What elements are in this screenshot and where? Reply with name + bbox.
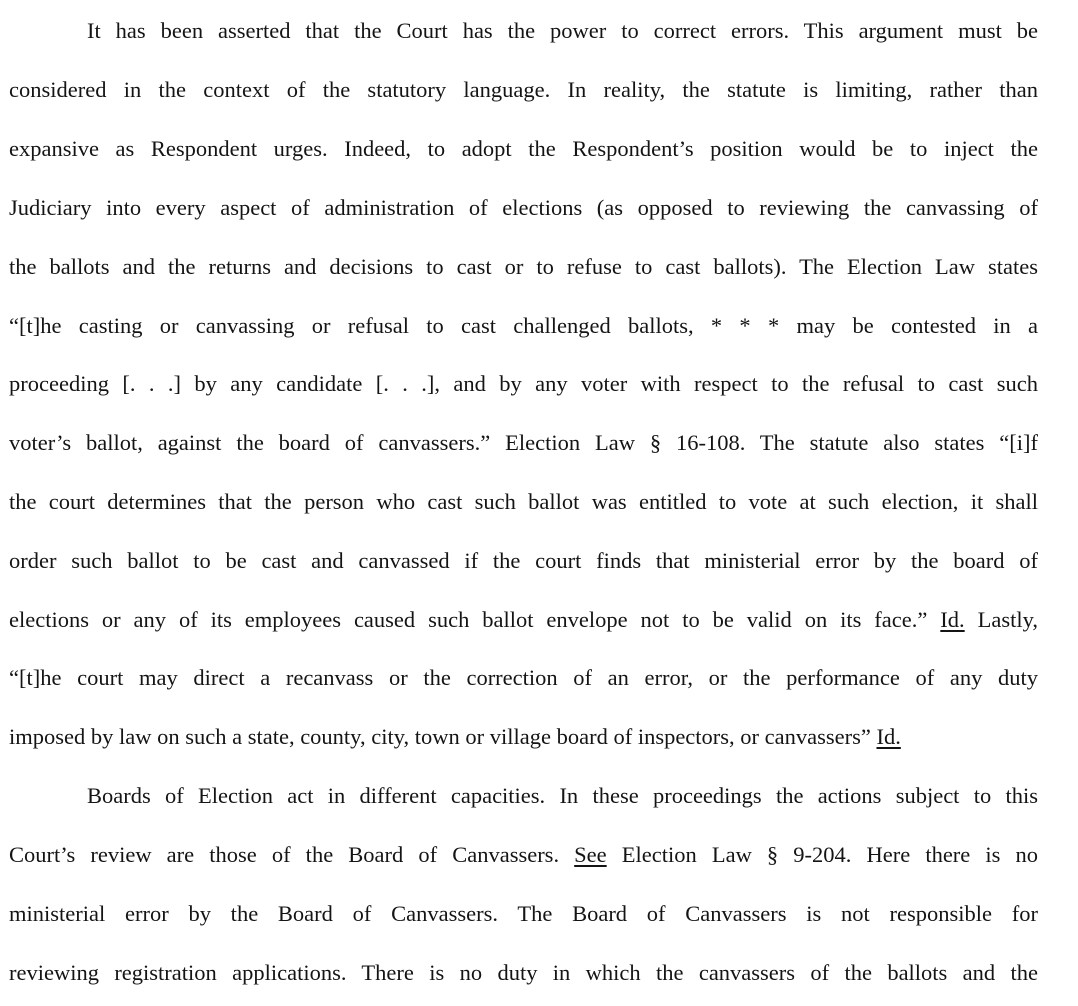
text-segment: “[t]he court may direct a recanvass or the correction of an error, or the performance of any duty	[9, 665, 1038, 690]
text-line	[9, 953, 1038, 993]
text-line	[87, 776, 1038, 816]
text-line	[9, 129, 1038, 169]
text-segment: expansive as Respondent urges. Indeed, to adopt the Respondent’s position would be to inject the	[9, 136, 1038, 161]
text-segment: voter’s ballot, against the board of canvassers.” Election Law § 16-108. The statute also states “[i]f	[9, 430, 1038, 455]
text-line	[9, 658, 1038, 698]
text-segment: “[t]he casting or canvassing or refusal to cast challenged ballots, * * * may be contested in a	[9, 313, 1038, 338]
text-segment: Lastly,	[964, 607, 1038, 632]
text-line	[9, 600, 1038, 640]
text-segment: ministerial error by the Board of Canvassers. The Board of Canvassers is not responsible for	[9, 901, 1038, 926]
text-segment: the ballots and the returns and decisions to cast or to refuse to cast ballots). The Election Law states	[9, 254, 1038, 279]
text-line	[9, 364, 1038, 404]
citation-see: See	[574, 842, 607, 867]
text-segment: considered in the context of the statutory language. In reality, the statute is limiting, rather than	[9, 77, 1038, 102]
citation-id: Id.	[940, 607, 965, 632]
text-segment: It has been asserted that the Court has the power to correct errors. This argument must be	[87, 18, 1038, 43]
text-segment: Election Law § 9-204. Here there is no	[606, 842, 1038, 867]
text-line	[9, 306, 1038, 346]
text-line	[9, 541, 1038, 581]
text-line	[87, 11, 1038, 51]
text-segment: elections or any of its employees caused such ballot envelope not to be valid on its face.”	[9, 607, 941, 632]
text-segment: the court determines that the person who cast such ballot was entitled to vote at such election, it shall	[9, 489, 1038, 514]
text-segment: Court’s review are those of the Board of Canvassers.	[9, 842, 575, 867]
text-segment: reviewing registration applications. There is no duty in which the canvassers of the ballots and the	[9, 960, 1038, 985]
text-line	[9, 188, 1038, 228]
text-line	[9, 247, 1038, 287]
text-segment: Judiciary into every aspect of administration of elections (as opposed to reviewing the canvassing of	[9, 195, 1038, 220]
citation-id: Id.	[876, 724, 901, 749]
text-line	[9, 423, 1038, 463]
text-segment: Boards of Election act in different capacities. In these proceedings the actions subject to this	[87, 783, 1038, 808]
text-line	[9, 482, 1038, 522]
text-segment: order such ballot to be cast and canvassed if the court finds that ministerial error by the board of	[9, 548, 1038, 573]
text-line	[9, 717, 1038, 757]
text-segment: imposed by law on such a state, county, city, town or village board of inspectors, or canvassers”	[9, 724, 877, 749]
text-segment: proceeding [. . .] by any candidate [. . .], and by any voter with respect to the refusal to cast such	[9, 371, 1038, 396]
text-line	[9, 894, 1038, 934]
text-line	[9, 70, 1038, 110]
text-line	[9, 835, 1038, 875]
